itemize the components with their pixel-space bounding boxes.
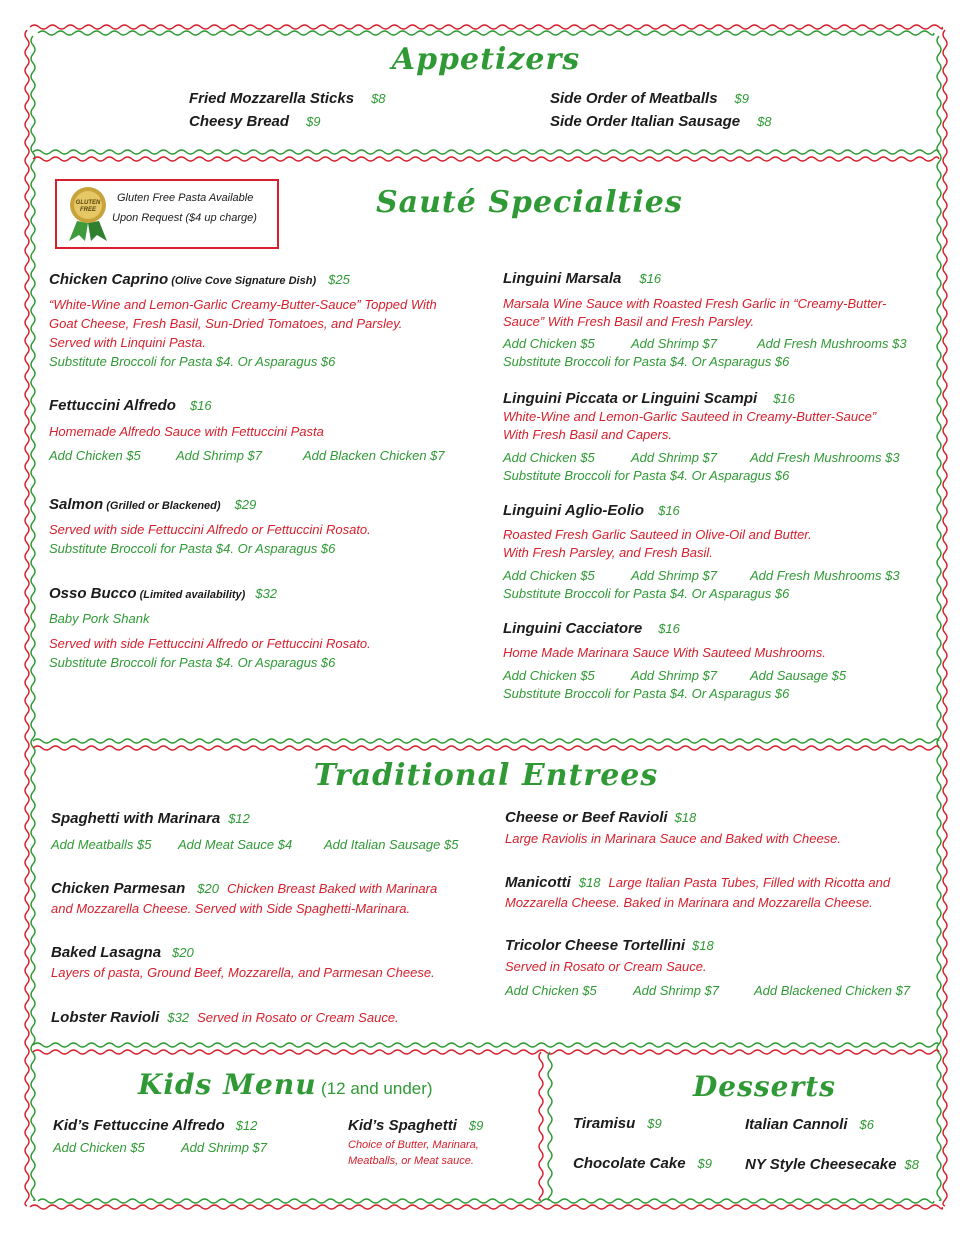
item-desc: Large Raviolis in Marinara Sauce and Baked with Cheese. xyxy=(505,831,842,846)
menu-item-header xyxy=(505,809,696,827)
item-desc: Served with side Fettuccini Alfredo or Fettuccini Rosato. xyxy=(49,636,371,651)
item-price: $9 xyxy=(468,1118,484,1133)
divider-wave-green xyxy=(33,739,939,743)
item-desc: Chicken Breast Baked with Marinara xyxy=(226,881,438,896)
item-price: $16 xyxy=(189,398,212,413)
substitute-note: Substitute Broccoli for Pasta $4. Or Asparagus $6 xyxy=(503,354,790,369)
menu-item-header xyxy=(505,874,890,892)
divider-wave-red xyxy=(33,1050,939,1054)
item-price: $18 xyxy=(674,810,697,825)
item-price: $9 xyxy=(734,91,750,106)
item-note: (Grilled or Blackened) xyxy=(103,500,221,512)
dessert-item xyxy=(573,1115,662,1133)
item-note: (Olive Cove Signature Dish) xyxy=(168,275,317,287)
item-price: $18 xyxy=(578,875,601,890)
item-name: Salmon xyxy=(49,496,104,513)
item-price: $9 xyxy=(306,114,321,129)
item-price: $20 xyxy=(197,881,219,896)
addon-option: Add Shrimp $7 xyxy=(176,448,262,463)
item-desc: Mozzarella Cheese. Baked in Marinara and Mozzarella Cheese. xyxy=(505,895,873,910)
item-price: $6 xyxy=(859,1117,874,1132)
item-name: Linguini Marsala xyxy=(503,270,622,287)
item-name: NY Style Cheesecake xyxy=(745,1156,897,1173)
kids-desc: Meatballs, or Meat sauce. xyxy=(348,1155,474,1167)
desserts-title: Desserts xyxy=(693,1070,836,1103)
item-name: Italian Cannoli xyxy=(745,1116,848,1133)
border-wave-green xyxy=(937,36,941,1200)
substitute-note: Substitute Broccoli for Pasta $4. Or Asparagus $6 xyxy=(503,468,790,483)
item-name: Manicotti xyxy=(505,874,571,891)
menu-item-header xyxy=(49,585,277,603)
item-name: Linguini Cacciatore xyxy=(503,620,643,637)
menu-item-header xyxy=(49,397,212,415)
item-name: Chicken Caprino xyxy=(49,271,169,288)
divider-wave-green xyxy=(33,1043,939,1047)
divider-wave-green xyxy=(548,1052,552,1200)
item-name: Linguini Aglio-Eolio xyxy=(503,502,645,519)
substitute-note: Substitute Broccoli for Pasta $4. Or Asparagus $6 xyxy=(49,655,336,670)
addon-option: Add Shrimp $7 xyxy=(631,668,717,683)
item-name: Fettuccini Alfredo xyxy=(49,397,176,414)
item-price: $16 xyxy=(658,503,680,518)
item-name: Tricolor Cheese Tortellini xyxy=(505,937,686,954)
seal-text-line2: FREE xyxy=(79,207,97,213)
seal-text-line1: GLUTEN xyxy=(75,200,101,206)
item-desc: With Fresh Parsley, and Fresh Basil. xyxy=(503,545,713,560)
menu-item-header xyxy=(503,502,680,520)
appetizer-item xyxy=(189,90,386,108)
menu-item-header xyxy=(49,271,350,289)
dessert-item xyxy=(745,1116,874,1134)
kids-addon: Add Shrimp $7 xyxy=(181,1140,267,1155)
dessert-item xyxy=(573,1155,712,1173)
item-price: $32 xyxy=(167,1010,190,1025)
border-wave-red xyxy=(25,30,29,1206)
addon-option: Add Blackened Chicken $7 xyxy=(754,983,911,998)
gluten-free-line1: Gluten Free Pasta Available xyxy=(117,192,254,204)
gluten-free-seal-icon xyxy=(65,183,111,243)
item-name: Spaghetti with Marinara xyxy=(51,810,221,827)
addon-option: Add Sausage $5 xyxy=(750,668,847,683)
addon-option: Add Meat Sauce $4 xyxy=(178,837,293,852)
item-name: Osso Bucco xyxy=(49,585,137,602)
item-desc: and Mozzarella Cheese. Served with Side Spaghetti-Marinara. xyxy=(51,901,411,916)
item-desc: With Fresh Basil and Capers. xyxy=(503,427,672,442)
divider-wave-green xyxy=(33,150,939,154)
substitute-note: Substitute Broccoli for Pasta $4. Or Asparagus $6 xyxy=(503,586,790,601)
item-price: $18 xyxy=(692,938,714,953)
kids-desc: Choice of Butter, Marinara, xyxy=(348,1139,479,1151)
item-price: $29 xyxy=(234,497,257,512)
substitute-note: Substitute Broccoli for Pasta $4. Or Asparagus $6 xyxy=(49,354,336,369)
item-price: $20 xyxy=(172,945,194,960)
item-price: $8 xyxy=(371,91,386,106)
item-desc: Homemade Alfredo Sauce with Fettuccini Pasta xyxy=(49,424,324,439)
item-desc: Served with side Fettuccini Alfredo or Fettuccini Rosato. xyxy=(49,522,371,537)
border-wave-red xyxy=(30,1205,942,1209)
item-desc: Home Made Marinara Sauce With Sauteed Mushrooms. xyxy=(503,645,826,660)
item-price: $8 xyxy=(757,114,772,129)
item-price: $12 xyxy=(228,811,250,826)
item-price: $16 xyxy=(639,271,662,286)
item-desc: Served in Rosato or Cream Sauce. xyxy=(197,1010,399,1025)
item-desc: Served in Rosato or Cream Sauce. xyxy=(505,959,707,974)
item-desc: Layers of pasta, Ground Beef, Mozzarella, and Parmesan Cheese. xyxy=(51,965,435,980)
item-price: $32 xyxy=(255,586,278,601)
item-name: Fried Mozzarella Sticks xyxy=(189,90,355,107)
item-note: (Limited availability) xyxy=(136,589,246,601)
addon-option: Add Chicken $5 xyxy=(503,336,595,351)
divider-wave-red xyxy=(539,1052,543,1200)
item-price: $12 xyxy=(235,1118,258,1133)
item-desc: Sauce” With Fresh Basil and Fresh Parsley. xyxy=(503,314,755,329)
appetizer-item xyxy=(189,113,321,131)
addon-option: Add Fresh Mushrooms $3 xyxy=(750,450,900,465)
item-name: Kid’s Spaghetti xyxy=(348,1117,457,1134)
kids-heading xyxy=(138,1068,433,1101)
item-desc: Goat Cheese, Fresh Basil, Sun-Dried Tomatoes, and Parsley. xyxy=(49,316,403,331)
item-name: Baked Lasagna xyxy=(51,944,162,961)
addon-option: Add Fresh Mushrooms $3 xyxy=(757,336,907,351)
item-desc: Served with Linquini Pasta. xyxy=(49,335,206,350)
addon-option: Add Chicken $5 xyxy=(505,983,597,998)
item-desc: Roasted Fresh Garlic Sauteed in Olive-Oil and Butter. xyxy=(503,527,812,542)
item-name: Cheesy Bread xyxy=(189,113,290,130)
addon-option: Add Shrimp $7 xyxy=(633,983,719,998)
item-desc: “White-Wine and Lemon-Garlic Creamy-Butter-Sauce” Topped With xyxy=(49,297,437,312)
gluten-free-line2: Upon Request ($4 up charge) xyxy=(112,212,257,224)
item-price: $16 xyxy=(773,391,795,406)
traditional-title: Traditional Entrees xyxy=(313,758,659,793)
border-wave-green xyxy=(38,31,934,35)
divider-wave-red xyxy=(33,746,939,750)
menu-item-header xyxy=(503,390,795,408)
divider-wave-red xyxy=(33,157,939,161)
menu-item-header xyxy=(503,620,680,638)
addon-option: Add Shrimp $7 xyxy=(631,450,717,465)
addon-option: Add Chicken $5 xyxy=(503,668,595,683)
item-price: $16 xyxy=(658,621,680,636)
border-wave-red xyxy=(943,30,947,1206)
item-price: $9 xyxy=(647,1116,662,1131)
item-name: Side Order Italian Sausage xyxy=(550,113,741,130)
item-desc: White-Wine and Lemon-Garlic Sauteed in Creamy-Butter-Sauce” xyxy=(503,409,877,424)
dessert-item xyxy=(745,1156,919,1174)
addon-option: Add Chicken $5 xyxy=(503,568,595,583)
kids-item xyxy=(348,1117,483,1135)
item-name: Linguini Piccata or Linguini Scampi xyxy=(503,390,758,407)
appetizers-title: Appetizers xyxy=(391,42,581,77)
menu-item-header xyxy=(51,810,250,828)
menu-item-header xyxy=(51,880,437,898)
addon-option: Add Italian Sausage $5 xyxy=(324,837,459,852)
kids-title: Kids Menu xyxy=(138,1068,317,1101)
item-price: $8 xyxy=(904,1157,919,1172)
substitute-note: Substitute Broccoli for Pasta $4. Or Asparagus $6 xyxy=(49,541,336,556)
item-desc: Large Italian Pasta Tubes, Filled with Ricotta and xyxy=(608,875,891,890)
item-subtitle: Baby Pork Shank xyxy=(49,611,150,626)
gluten-free-notice xyxy=(55,179,279,249)
menu-item-header xyxy=(51,1009,399,1027)
item-price: $9 xyxy=(697,1156,713,1171)
addon-option: Add Chicken $5 xyxy=(503,450,595,465)
addon-option: Add Blacken Chicken $7 xyxy=(303,448,445,463)
item-name: Lobster Ravioli xyxy=(51,1009,160,1026)
menu-item-header xyxy=(51,944,194,962)
addon-option: Add Meatballs $5 xyxy=(51,837,152,852)
kids-item xyxy=(53,1117,257,1135)
item-name: Chicken Parmesan xyxy=(51,880,186,897)
appetizer-item xyxy=(550,113,772,131)
menu-item-header xyxy=(49,496,256,514)
addon-option: Add Fresh Mushrooms $3 xyxy=(750,568,900,583)
border-wave-red xyxy=(30,25,942,29)
item-desc: Marsala Wine Sauce with Roasted Fresh Garlic in “Creamy-Butter- xyxy=(503,296,887,311)
item-name: Tiramisu xyxy=(573,1115,636,1132)
menu-item-header xyxy=(503,270,661,288)
border-wave-green xyxy=(38,1199,934,1203)
appetizer-item xyxy=(550,90,749,108)
menu-item-header xyxy=(505,937,714,955)
item-price: $25 xyxy=(328,272,350,287)
kids-addon: Add Chicken $5 xyxy=(53,1140,145,1155)
saute-title: Sauté Specialties xyxy=(376,185,683,220)
item-name: Kid’s Fettuccine Alfredo xyxy=(53,1117,225,1134)
addon-option: Add Shrimp $7 xyxy=(631,336,717,351)
item-name: Chocolate Cake xyxy=(573,1155,686,1172)
item-name: Side Order of Meatballs xyxy=(550,90,718,107)
border-wave-green xyxy=(31,36,35,1200)
substitute-note: Substitute Broccoli for Pasta $4. Or Asparagus $6 xyxy=(503,686,790,701)
kids-subtitle: (12 and under) xyxy=(321,1079,433,1098)
addon-option: Add Shrimp $7 xyxy=(631,568,717,583)
item-name: Cheese or Beef Ravioli xyxy=(505,809,668,826)
addon-option: Add Chicken $5 xyxy=(49,448,141,463)
